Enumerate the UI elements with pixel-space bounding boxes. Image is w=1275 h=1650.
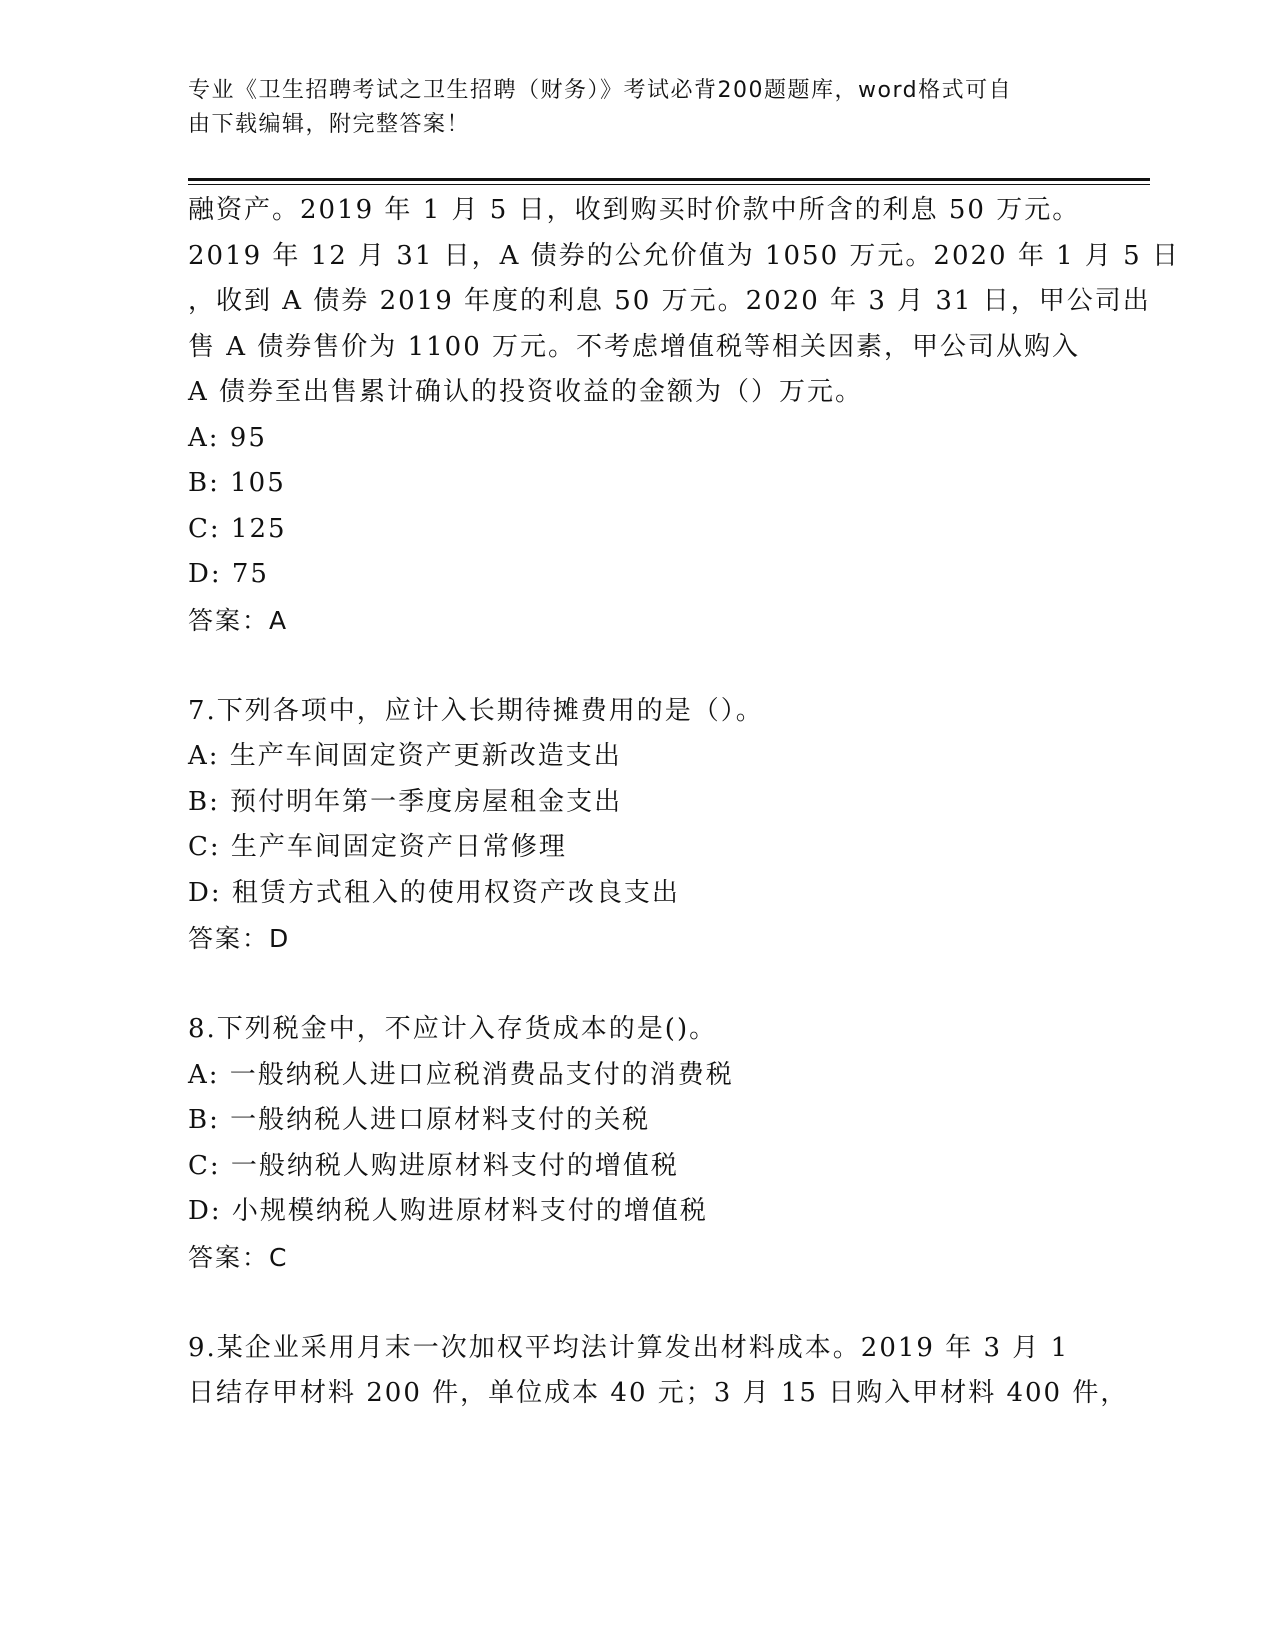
header-line-1: 专业《卫生招聘考试之卫生招聘（财务）》考试必背200题题库，word格式可自 xyxy=(188,78,1013,103)
question-8-option-b: B: 一般纳税人进口原材料支付的关税 xyxy=(188,1105,651,1135)
document-header xyxy=(188,74,1088,142)
question-6-stem-line-1: 融资产。2019 年 1 月 5 日，收到购买时价款中所含的利息 50 万元。 xyxy=(188,195,1081,225)
spacer xyxy=(188,962,1088,1008)
header-rule-thick xyxy=(188,178,1150,181)
question-6-option-c: C: 125 xyxy=(188,513,287,544)
header-rule-thin xyxy=(188,184,1150,185)
question-6 xyxy=(188,188,1180,643)
question-6-option-b: B: 105 xyxy=(188,468,286,498)
question-9-stem-line-2: 日结存甲材料 200 件，单位成本 40 元；3 月 15 日购入甲材料 400 件， xyxy=(188,1378,1129,1408)
question-9-stem-line-1: 9.某企业采用月末一次加权平均法计算发出材料成本。2019 年 3 月 1 xyxy=(188,1332,1070,1363)
question-6-stem-line-3: ，收到 A 债券 2019 年度的利息 50 万元。2020 年 3 月 31 日，甲公司出 xyxy=(188,286,1151,316)
question-6-answer: 答案：A xyxy=(188,605,289,635)
question-7-answer: 答案：D xyxy=(188,924,291,953)
question-9 xyxy=(188,1326,1129,1417)
question-8-option-d: D: 小规模纳税人购进原材料支付的增值税 xyxy=(188,1196,708,1226)
question-8-option-c: C: 一般纳税人购进原材料支付的增值税 xyxy=(188,1150,679,1181)
question-7-option-c: C: 生产车间固定资产日常修理 xyxy=(188,832,567,862)
question-8 xyxy=(188,1007,1088,1280)
header-line-2: 由下载编辑，附完整答案！ xyxy=(188,112,471,137)
question-8-answer: 答案：C xyxy=(188,1242,289,1272)
spacer xyxy=(188,1280,1088,1326)
question-7-option-a: A: 生产车间固定资产更新改造支出 xyxy=(188,741,622,771)
document-body xyxy=(188,188,1180,1417)
question-7-option-d: D: 租赁方式租入的使用权资产改良支出 xyxy=(188,877,680,908)
question-6-stem-line-2: 2019 年 12 月 31 日，A 债券的公允价值为 1050 万元。2020 年 1 月 5 日 xyxy=(188,240,1180,271)
question-7-option-b: B: 预付明年第一季度房屋租金支出 xyxy=(188,786,623,817)
question-8-option-a: A: 一般纳税人进口应税消费品支付的消费税 xyxy=(188,1059,734,1090)
question-6-option-d: D: 75 xyxy=(188,559,269,589)
spacer xyxy=(188,643,1088,689)
question-6-stem-line-5: A 债券至出售累计确认的投资收益的金额为（）万元。 xyxy=(188,377,864,407)
question-7 xyxy=(188,689,1088,962)
question-8-stem: 8.下列税金中，不应计入存货成本的是()。 xyxy=(188,1014,718,1044)
question-6-stem-line-4: 售 A 债券售价为 1100 万元。不考虑增值税等相关因素，甲公司从购入 xyxy=(188,331,1081,362)
question-7-stem: 7.下列各项中，应计入长期待摊费用的是（）。 xyxy=(188,695,764,726)
question-6-option-a: A: 95 xyxy=(188,422,267,453)
